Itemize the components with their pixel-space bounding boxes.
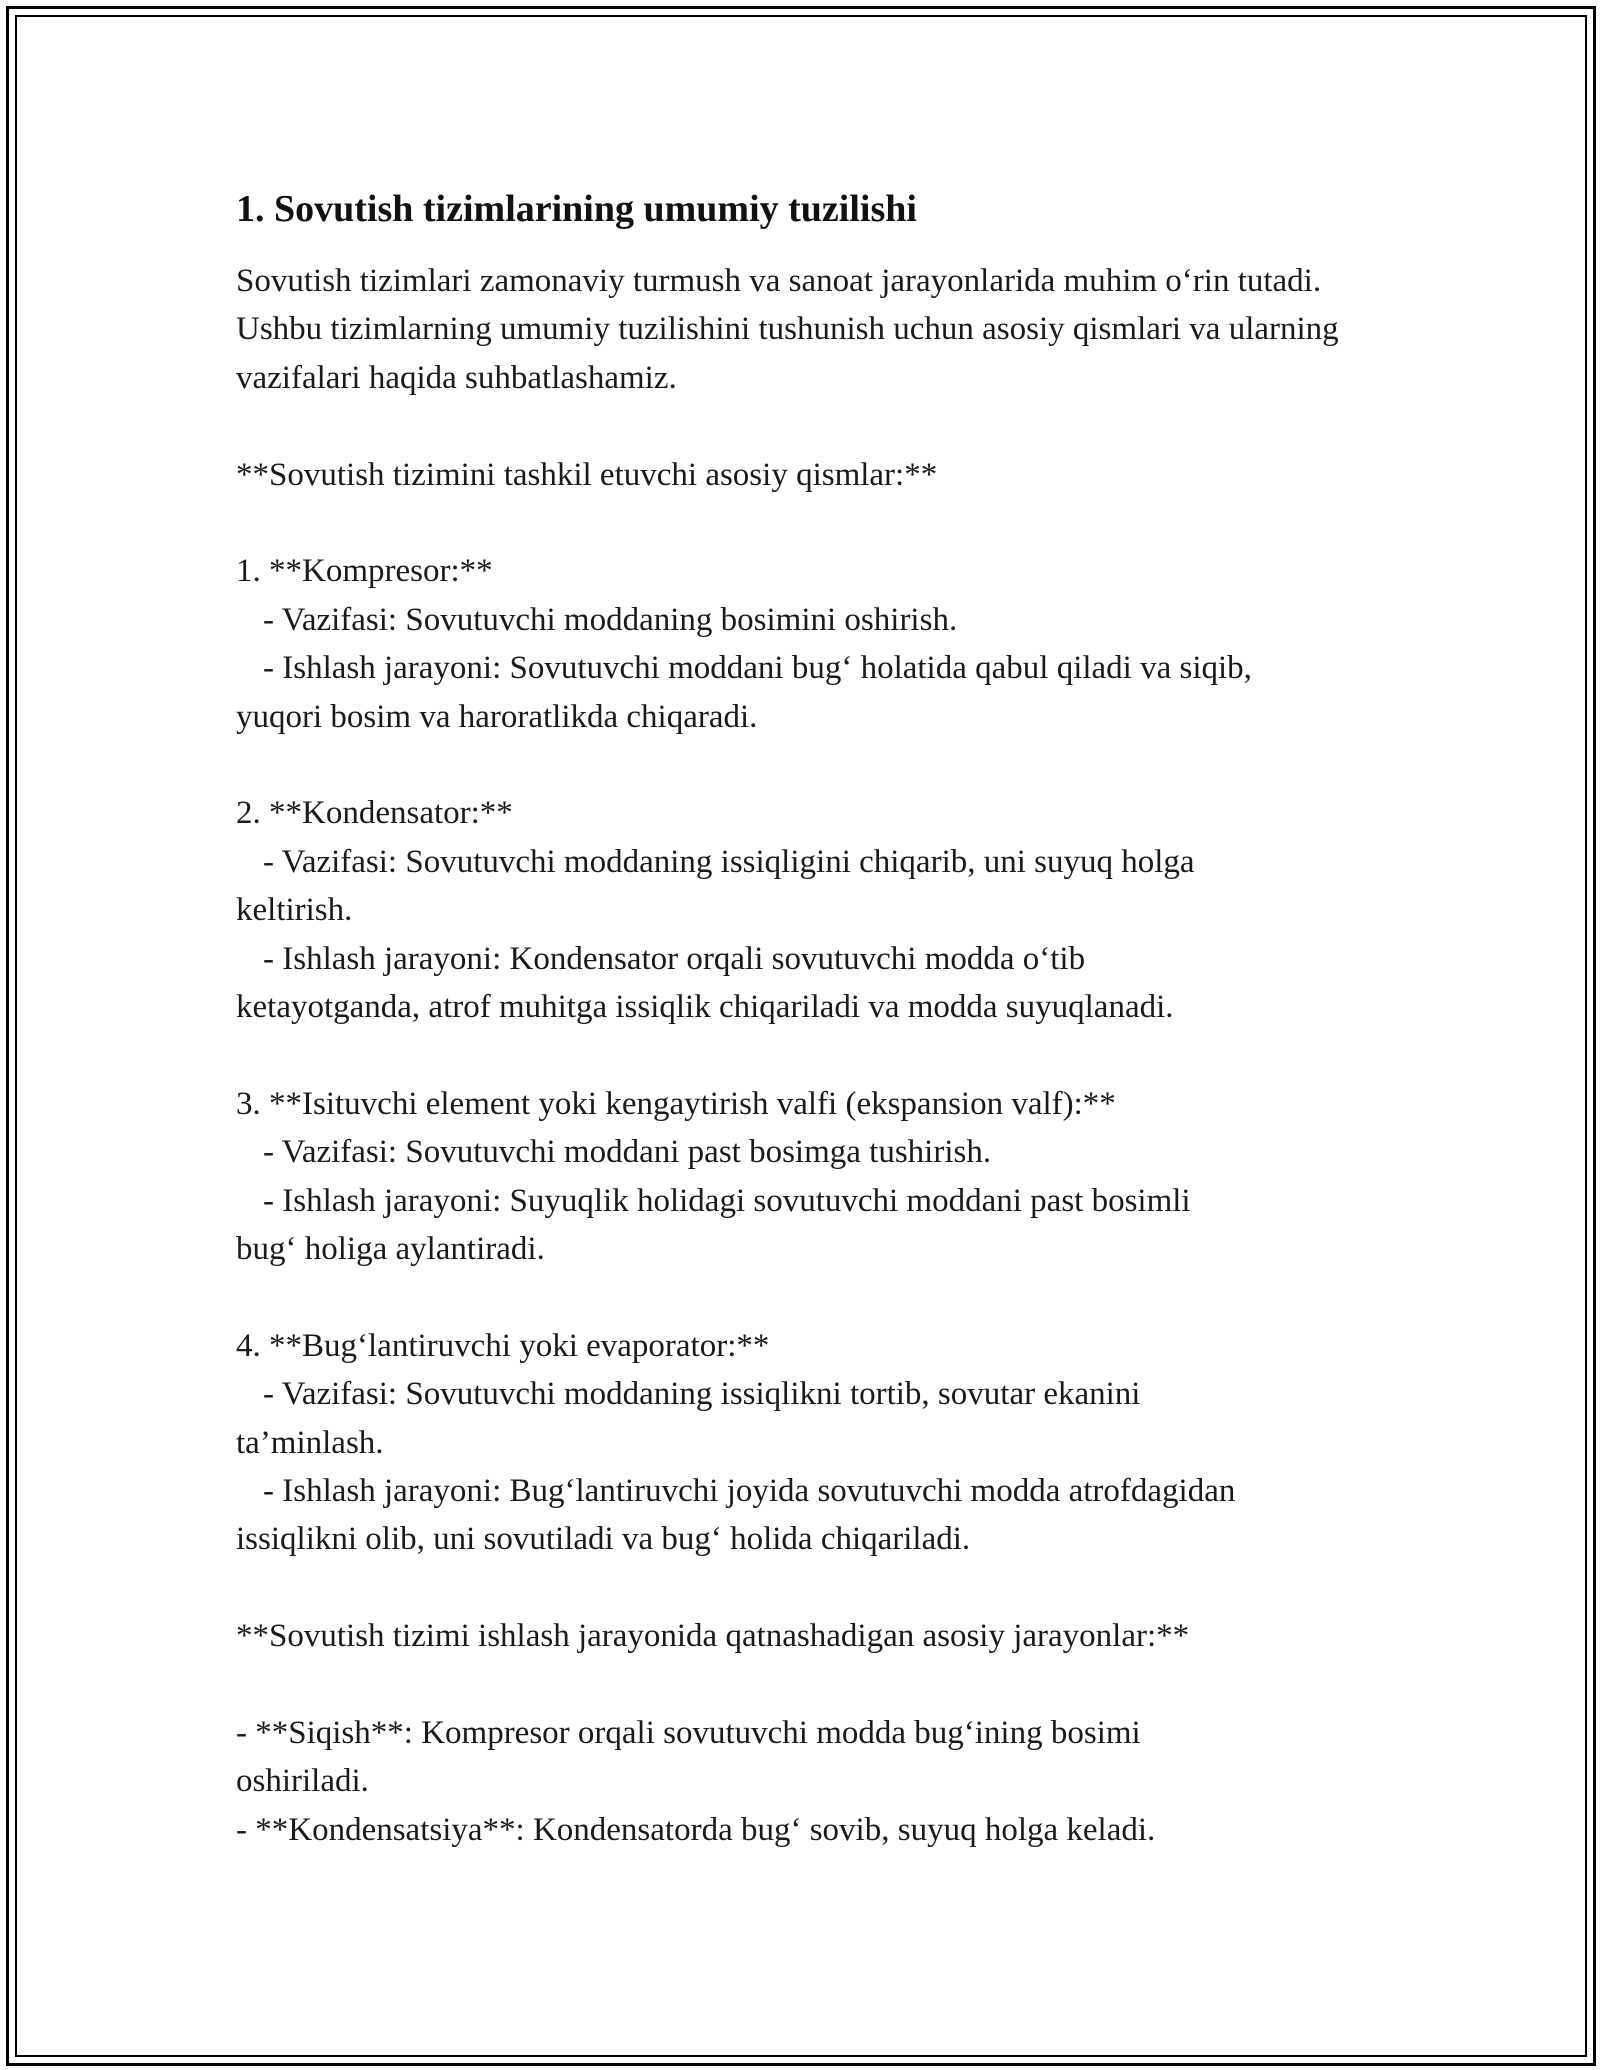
part-task-continued: ta’minlash. <box>236 1424 384 1461</box>
part-title: 1. **Kompresor:** <box>236 553 493 590</box>
part-item <box>236 547 1376 741</box>
part-item <box>236 1080 1376 1274</box>
part-title: 2. **Kondensator:** <box>236 795 513 832</box>
process-text: - **Kondensatsiya**: Kondensatorda bug‘ sovib, suyuq holga keladi. <box>236 1811 1156 1848</box>
part-process-continued: yuqori bosim va haroratlikda chiqaradi. <box>236 698 758 735</box>
part-process-continued: issiqlikni olib, uni sovutiladi va bug‘ holida chiqariladi. <box>236 1521 971 1558</box>
part-item <box>236 789 1376 1031</box>
part-title: 3. **Isituvchi element yoki kengaytirish valfi (ekspansion valf):** <box>236 1085 1116 1122</box>
part-process-continued: ketayotganda, atrof muhitga issiqlik chiqariladi va modda suyuqlanadi. <box>236 989 1174 1026</box>
process-item <box>236 1709 1376 1806</box>
intro-paragraph: Sovutish tizimlari zamonaviy turmush va sanoat jarayonlarida muhim o‘rin tutadi. Ushbu tizimlarning umumiy tuzilishini tushunish uchun asosiy qismlari va ularning vazifalari haqida suhbatlashamiz. <box>236 263 1347 396</box>
part-process: - Ishlash jarayoni: Kondensator orqali sovutuvchi modda o‘tib <box>263 940 1086 977</box>
parts-title: **Sovutish tizimini tashkil etuvchi asosiy qismlar:** <box>236 456 938 493</box>
part-task: - Vazifasi: Sovutuvchi moddaning bosimini oshirish. <box>263 601 958 638</box>
part-process-continued: bug‘ holiga aylantiradi. <box>236 1231 545 1268</box>
part-task: - Vazifasi: Sovutuvchi moddaning issiqlikni tortib, sovutar ekanini <box>263 1376 1141 1413</box>
part-process: - Ishlash jarayoni: Bug‘lantiruvchi joyida sovutuvchi modda atrofdagidan <box>263 1473 1236 1510</box>
processes-title: **Sovutish tizimi ishlash jarayonida qatnashadigan asosiy jarayonlar:** <box>236 1618 1190 1655</box>
part-task: - Vazifasi: Sovutuvchi moddaning issiqligini chiqarib, uni suyuq holga <box>263 843 1195 880</box>
part-task: - Vazifasi: Sovutuvchi moddani past bosimga tushirish. <box>263 1134 992 1171</box>
process-item <box>236 1806 1376 1854</box>
process-text: - **Siqish**: Kompresor orqali sovutuvchi modda bug‘ining bosimi <box>236 1715 1141 1752</box>
part-process: - Ishlash jarayoni: Sovutuvchi moddani bug‘ holatida qabul qiladi va siqib, <box>263 650 1252 687</box>
section-heading: 1. Sovutish tizimlarining umumiy tuzilishi <box>236 188 917 230</box>
part-task-continued: keltirish. <box>236 892 353 929</box>
part-item <box>236 1322 1376 1564</box>
document-body <box>236 185 1376 1854</box>
part-process: - Ishlash jarayoni: Suyuqlik holidagi sovutuvchi moddani past bosimli <box>263 1182 1191 1219</box>
part-title: 4. **Bug‘lantiruvchi yoki evaporator:** <box>236 1327 770 1364</box>
process-text-continued: oshiriladi. <box>236 1763 369 1800</box>
